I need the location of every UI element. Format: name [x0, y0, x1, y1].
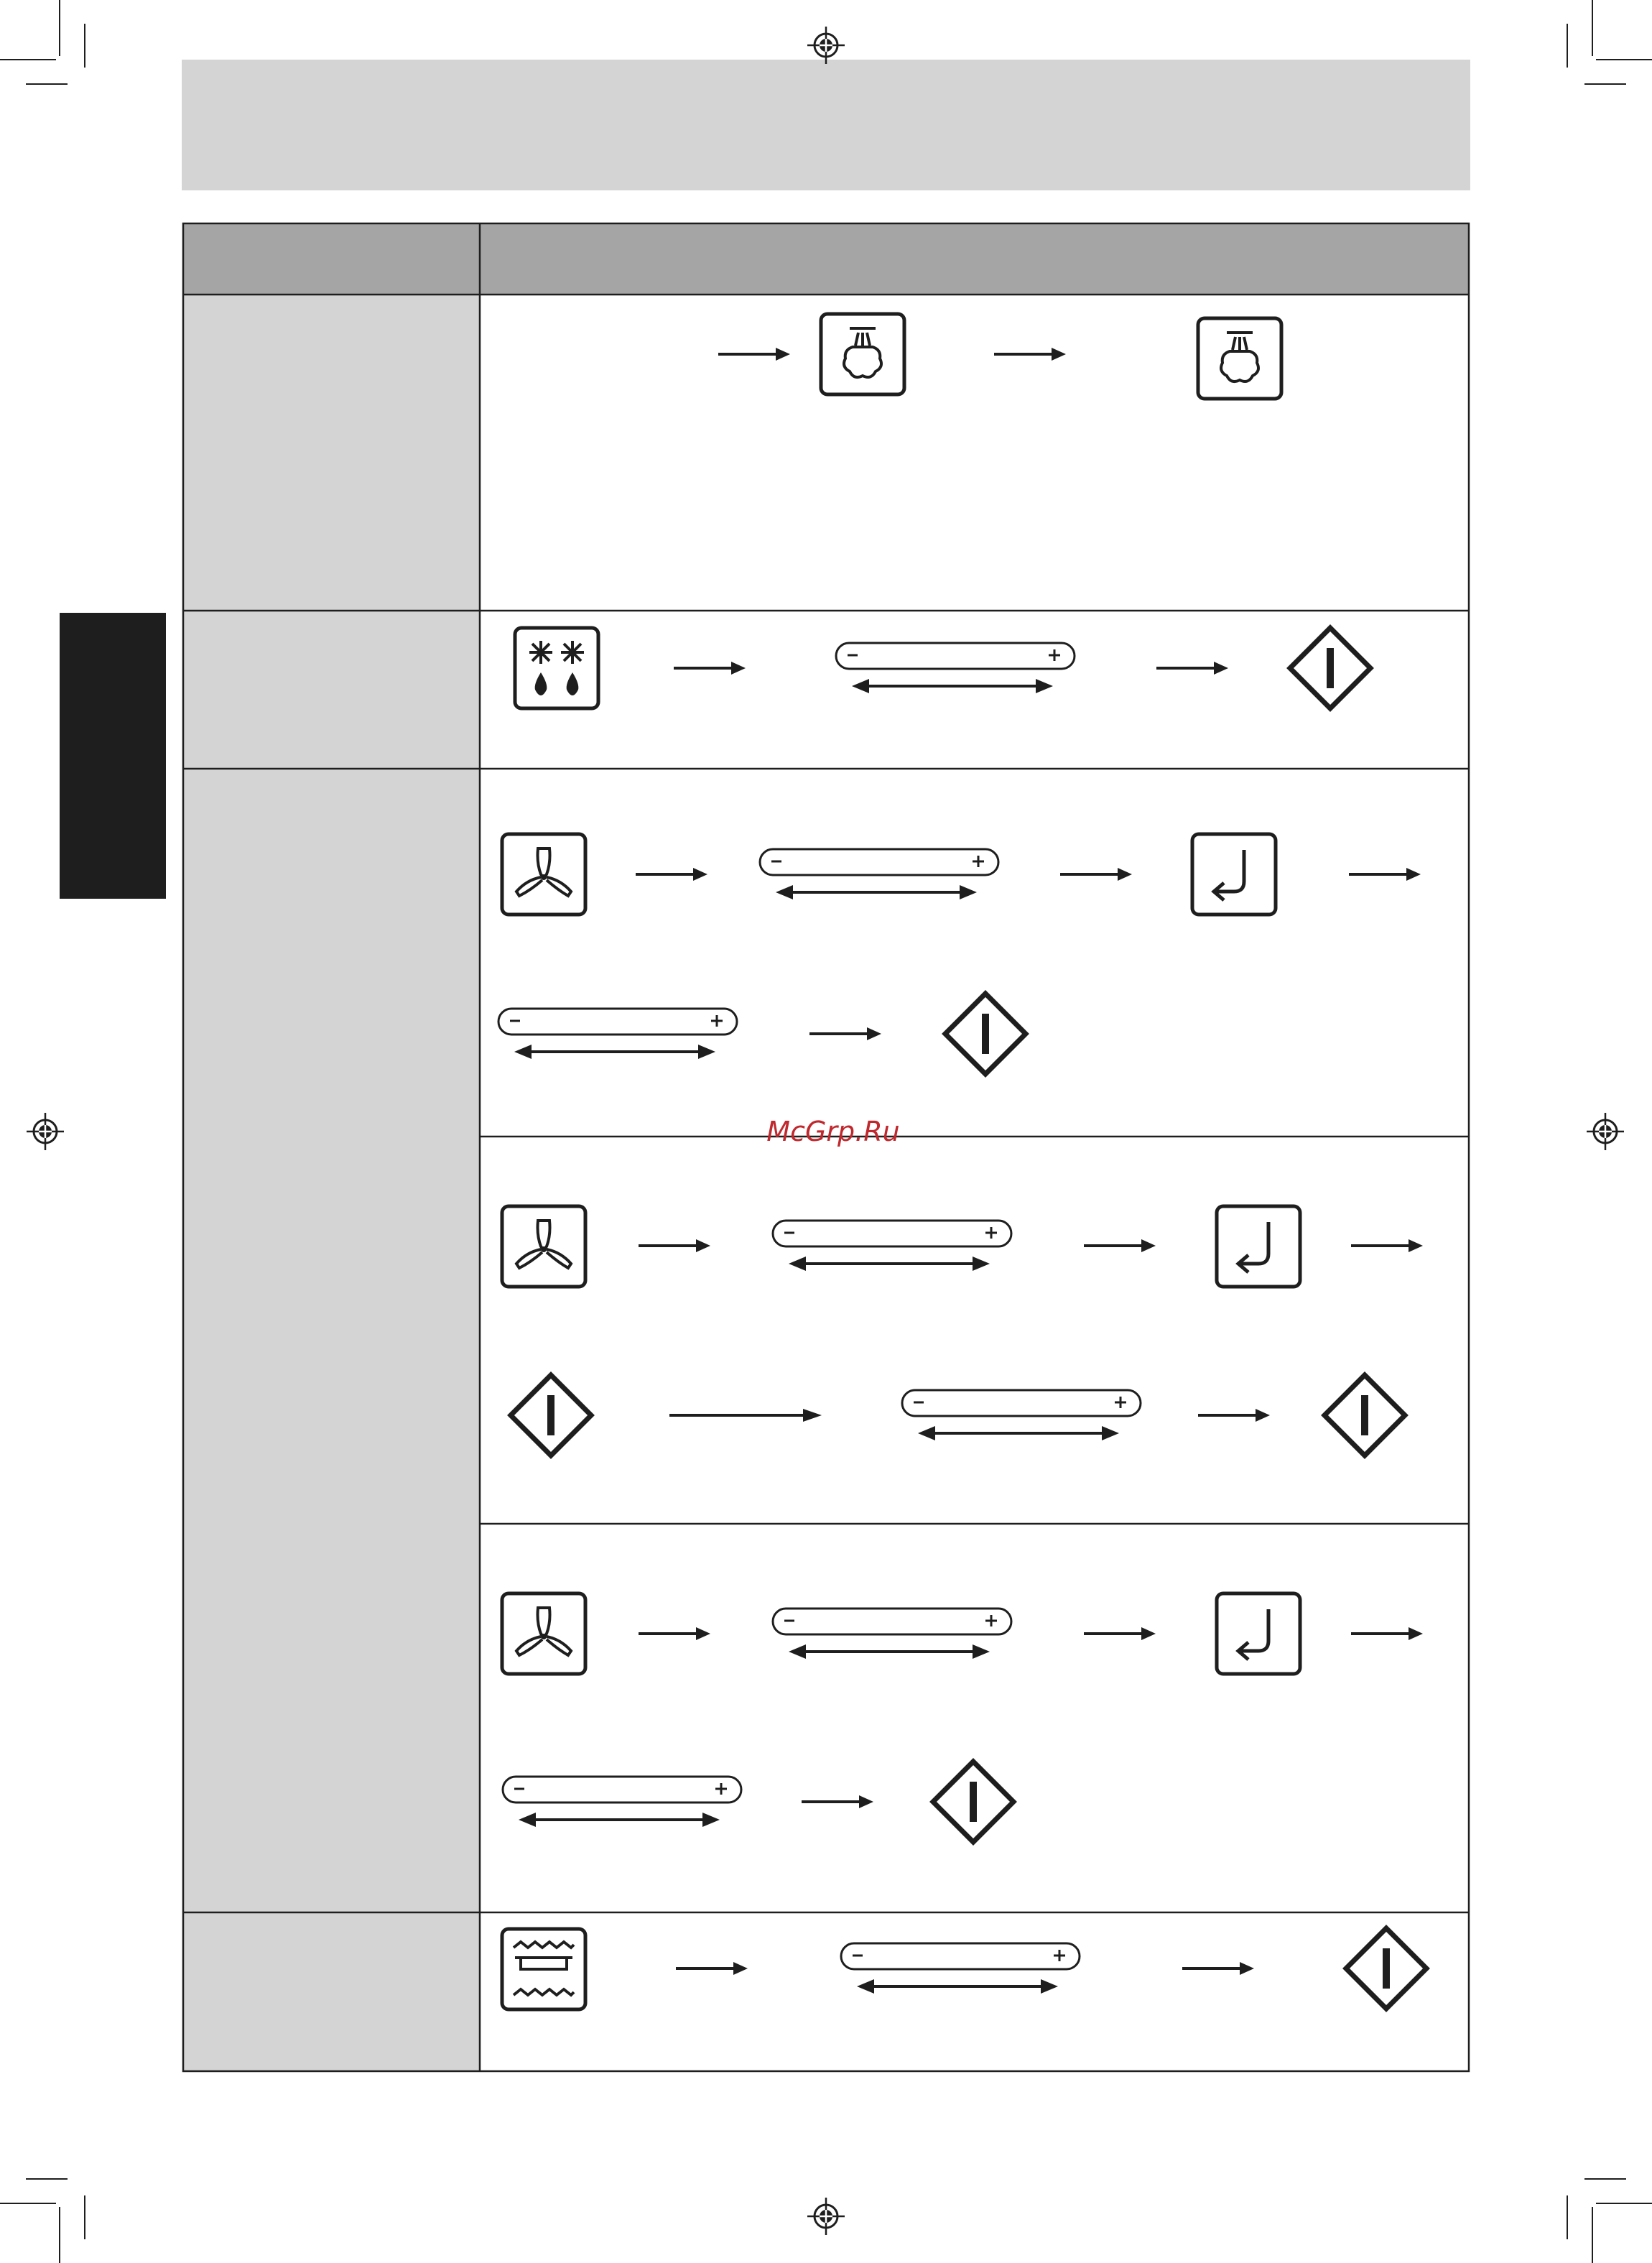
arrow-right-icon [674, 662, 746, 675]
table-row [502, 1928, 1426, 2009]
arrow-right-icon [718, 348, 790, 361]
adjust-slider[interactable] [760, 849, 998, 899]
enter-icon[interactable] [1217, 1206, 1300, 1287]
arrow-right-icon [1156, 662, 1228, 675]
table-row [718, 314, 1281, 399]
adjust-slider[interactable] [498, 1009, 737, 1059]
fan-icon[interactable] [502, 1206, 585, 1287]
arrow-right-icon [1084, 1239, 1156, 1252]
table-header [183, 223, 1469, 295]
enter-icon[interactable] [1217, 1593, 1300, 1674]
registration-mark-icon [807, 27, 845, 64]
arrow-right-icon [1182, 1962, 1254, 1975]
arrow-right-icon [639, 1239, 710, 1252]
adjust-slider[interactable] [902, 1390, 1141, 1440]
adjust-slider[interactable] [503, 1777, 741, 1827]
arrow-right-icon [809, 1027, 881, 1040]
arrow-right-icon [1349, 868, 1421, 881]
arrow-right-icon [1060, 868, 1132, 881]
arrow-right-icon [669, 1409, 822, 1422]
adjust-slider[interactable] [841, 1943, 1080, 1994]
registration-mark-icon [27, 1113, 64, 1150]
arrow-right-icon [1084, 1627, 1156, 1640]
registration-mark-icon [1587, 1113, 1624, 1150]
table-row [502, 1206, 1423, 1456]
start-icon[interactable] [1346, 1928, 1426, 2009]
registration-mark-icon [807, 2198, 845, 2235]
table-row [498, 834, 1421, 1074]
adjust-slider[interactable] [773, 1221, 1011, 1271]
start-icon[interactable] [511, 1375, 591, 1456]
arrow-right-icon [1198, 1409, 1270, 1422]
watermark: McGrp.Ru [766, 1116, 900, 1147]
adjust-slider[interactable] [773, 1609, 1011, 1659]
steam-clean-icon[interactable] [1198, 318, 1281, 399]
left-column [183, 295, 480, 2071]
start-icon[interactable] [1324, 1375, 1405, 1456]
grill-combi-icon[interactable] [502, 1929, 585, 2009]
fan-icon[interactable] [502, 1593, 585, 1674]
start-icon[interactable] [933, 1762, 1013, 1842]
arrow-right-icon [802, 1795, 873, 1808]
arrow-right-icon [1351, 1239, 1423, 1252]
adjust-slider[interactable] [836, 643, 1075, 693]
table-row [515, 628, 1370, 708]
steam-clean-icon[interactable] [821, 314, 904, 394]
table-row [502, 1593, 1423, 1842]
start-icon[interactable] [945, 994, 1026, 1074]
arrow-right-icon [639, 1627, 710, 1640]
defrost-icon[interactable] [515, 628, 598, 708]
arrow-right-icon [994, 348, 1066, 361]
arrow-right-icon [1351, 1627, 1423, 1640]
start-icon[interactable] [1290, 628, 1370, 708]
arrow-right-icon [636, 868, 707, 881]
arrow-right-icon [676, 1962, 748, 1975]
enter-icon[interactable] [1192, 834, 1276, 915]
fan-icon[interactable] [502, 834, 585, 915]
